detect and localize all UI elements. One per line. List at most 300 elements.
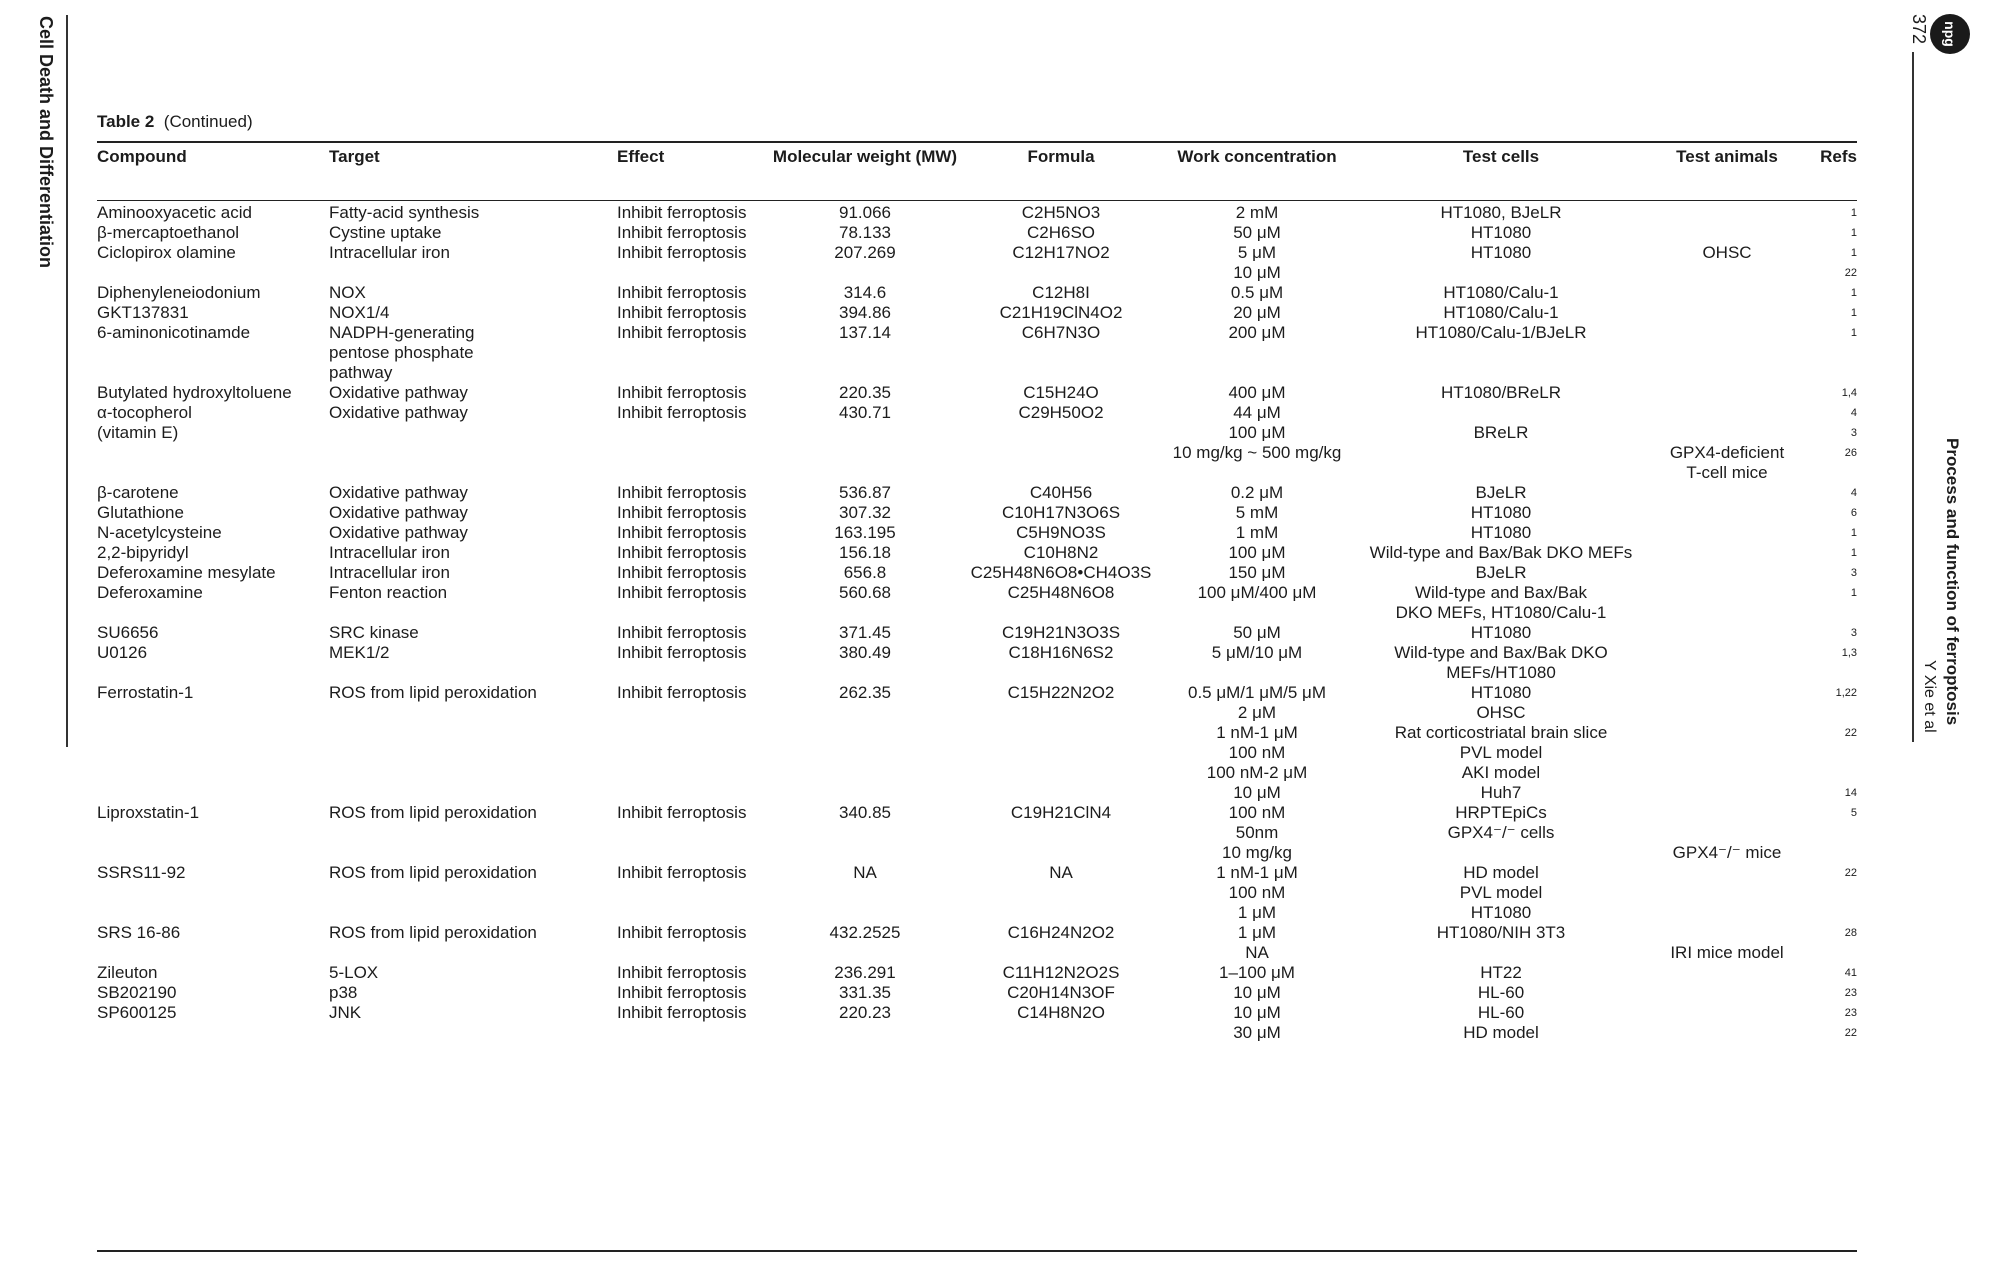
test-animals-cell-line (1647, 283, 1807, 303)
test-animals-cell (1647, 623, 1807, 643)
work-concentration-cell-line: 50 μM (1233, 623, 1281, 642)
compound-cell (97, 283, 329, 303)
test-cells-cell-line: HT1080 (1470, 683, 1532, 702)
work-concentration-cell-line: 100 μM/400 μM (1197, 583, 1317, 602)
molecular-weight-cell-line: 656.8 (843, 563, 887, 582)
formula-cell-line: C18H16N6S2 (1008, 643, 1114, 662)
target-cell (329, 643, 617, 683)
work-concentration-cell (1159, 303, 1355, 323)
target-cell-line: ROS from lipid peroxidation (329, 803, 537, 822)
refs-cell-line: 1 (1850, 327, 1857, 339)
compound-cell-line: β-carotene (97, 483, 179, 502)
target-cell (329, 983, 617, 1003)
molecular-weight-cell-line: 207.269 (834, 243, 896, 262)
molecular-weight-cell (767, 963, 963, 983)
molecular-weight-cell-line: 78.133 (839, 223, 891, 242)
work-concentration-cell (1159, 803, 1355, 863)
table-row (97, 623, 1857, 643)
work-concentration-cell-line: 100 nM (1228, 743, 1286, 762)
target-cell (329, 563, 617, 583)
refs-cell (1807, 643, 1857, 683)
table-row (97, 243, 1857, 283)
work-concentration-cell-line: 10 μM (1233, 983, 1281, 1002)
target-cell (329, 963, 617, 983)
refs-cell-line: 1 (1850, 287, 1857, 299)
compound-cell-line: Zileuton (97, 963, 158, 982)
formula-cell (963, 683, 1159, 803)
target-cell (329, 803, 617, 863)
test-animals-cell-line (1647, 203, 1807, 223)
test-cells-cell (1355, 1003, 1647, 1043)
formula-cell-line: NA (1049, 863, 1073, 882)
table-row (97, 303, 1857, 323)
refs-cell-line: 22 (1844, 867, 1857, 879)
refs-cell-line: 1 (1850, 547, 1857, 559)
compound-cell (97, 683, 329, 803)
test-cells-cell (1355, 523, 1647, 543)
compound-cell-line: SRS 16-86 (97, 923, 181, 942)
test-animals-cell-line (1647, 523, 1807, 543)
test-cells-cell-line: HT1080 (1470, 243, 1532, 262)
work-concentration-cell-line: 100 nM (1228, 803, 1286, 822)
target-cell-line: Intracellular iron (329, 563, 450, 582)
effect-cell (617, 223, 767, 243)
effect-cell (617, 323, 767, 383)
target-cell-line: SRC kinase (329, 623, 419, 642)
effect-cell-line: Inhibit ferroptosis (617, 683, 747, 702)
test-animals-cell-line (1647, 583, 1807, 603)
work-concentration-cell-line: 200 μM (1228, 323, 1286, 342)
test-animals-cell (1647, 223, 1807, 243)
target-cell (329, 623, 617, 643)
test-animals-cell-line (1647, 263, 1807, 283)
molecular-weight-cell (767, 643, 963, 683)
formula-cell (963, 203, 1159, 223)
effect-cell-line: Inhibit ferroptosis (617, 223, 747, 242)
test-cells-cell-line (1355, 463, 1647, 483)
effect-cell (617, 523, 767, 543)
test-cells-cell (1355, 483, 1647, 503)
test-animals-cell (1647, 243, 1807, 283)
target-cell-line: NADPH-generating (329, 323, 475, 342)
effect-cell-line: Inhibit ferroptosis (617, 483, 747, 502)
work-concentration-cell-line: 50nm (1235, 823, 1279, 842)
refs-cell (1807, 503, 1857, 523)
molecular-weight-cell (767, 983, 963, 1003)
target-cell (329, 863, 617, 923)
refs-cell-line (1807, 763, 1857, 783)
target-cell (329, 1003, 617, 1043)
formula-cell (963, 523, 1159, 543)
molecular-weight-cell-line: 432.2525 (829, 923, 901, 942)
formula-cell-line: C15H24O (1023, 383, 1099, 402)
target-cell (329, 223, 617, 243)
target-cell-line: Oxidative pathway (329, 523, 468, 542)
formula-cell (963, 563, 1159, 583)
test-animals-cell-line: OHSC (1702, 243, 1752, 262)
molecular-weight-cell-line: 331.35 (839, 983, 891, 1002)
header-molecular-weight: Molecular weight (MW) (772, 147, 958, 166)
work-concentration-cell-line: 1 nM-1 μM (1216, 723, 1298, 742)
table-continued: (Continued) (163, 112, 253, 131)
test-cells-cell-line: HD model (1463, 863, 1539, 882)
table-row (97, 1003, 1857, 1043)
work-concentration-cell (1159, 1003, 1355, 1043)
target-cell-line: 5-LOX (329, 963, 379, 982)
effect-cell (617, 383, 767, 403)
target-cell-line: Cystine uptake (329, 223, 442, 242)
table-row (97, 503, 1857, 523)
test-animals-cell (1647, 803, 1807, 863)
test-cells-cell-line: HL-60 (1477, 1003, 1525, 1022)
formula-cell-line: C15H22N2O2 (1007, 683, 1115, 702)
molecular-weight-cell-line: 163.195 (834, 523, 896, 542)
table-label: Table 2 (97, 112, 155, 131)
compound-cell (97, 503, 329, 523)
effect-cell-line: Inhibit ferroptosis (617, 523, 747, 542)
work-concentration-cell-line: 5 μM/10 μM (1211, 643, 1303, 662)
compound-cell-line: GKT137831 (97, 303, 189, 322)
refs-cell-line: 22 (1844, 1027, 1857, 1039)
refs-cell (1807, 283, 1857, 303)
work-concentration-cell-line: 100 μM (1228, 543, 1286, 562)
table-header-row (97, 147, 1857, 203)
work-concentration-cell-line: 0.5 μM/1 μM/5 μM (1187, 683, 1327, 702)
page-number: 372 (1909, 14, 1929, 45)
compound-cell (97, 543, 329, 563)
refs-cell (1807, 483, 1857, 503)
compound-cell-line: Ciclopirox olamine (97, 243, 236, 262)
molecular-weight-cell-line: 394.86 (839, 303, 891, 322)
target-cell (329, 483, 617, 503)
compound-cell-line: SU6656 (97, 623, 159, 642)
compound-cell (97, 963, 329, 983)
refs-cell-line: 6 (1850, 507, 1857, 519)
refs-cell (1807, 983, 1857, 1003)
test-animals-cell-line: GPX4-deficient (1669, 443, 1785, 462)
test-cells-cell-line: HT1080, BJeLR (1440, 203, 1562, 222)
test-cells-cell (1355, 583, 1647, 623)
work-concentration-cell-line: 0.5 μM (1230, 283, 1284, 302)
test-animals-cell-line (1647, 223, 1807, 243)
work-concentration-cell-line: 20 μM (1233, 303, 1281, 322)
test-cells-cell-line: HT1080 (1470, 523, 1532, 542)
test-animals-cell (1647, 683, 1807, 803)
test-animals-cell (1647, 203, 1807, 223)
refs-cell-line: 1 (1850, 307, 1857, 319)
test-cells-cell (1355, 963, 1647, 983)
formula-cell (963, 643, 1159, 683)
formula-cell (963, 403, 1159, 483)
table-body (97, 203, 1857, 1043)
work-concentration-cell (1159, 403, 1355, 483)
test-animals-cell (1647, 543, 1807, 563)
test-cells-cell (1355, 683, 1647, 803)
table-caption (97, 112, 253, 132)
molecular-weight-cell-line: 307.32 (839, 503, 891, 522)
test-animals-cell (1647, 523, 1807, 543)
work-concentration-cell (1159, 483, 1355, 503)
test-animals-cell (1647, 643, 1807, 683)
target-cell-line: Oxidative pathway (329, 383, 468, 402)
molecular-weight-cell (767, 523, 963, 543)
formula-cell-line: C11H12N2O2S (1002, 963, 1120, 982)
journal-name: Cell Death and Differentiation (36, 16, 56, 269)
formula-cell (963, 923, 1159, 963)
refs-cell-line: 41 (1844, 967, 1857, 979)
test-cells-cell (1355, 863, 1647, 923)
refs-cell (1807, 1003, 1857, 1043)
refs-cell-line: 3 (1850, 567, 1857, 579)
effect-cell (617, 203, 767, 223)
test-animals-cell (1647, 283, 1807, 303)
compound-cell (97, 483, 329, 503)
formula-cell (963, 303, 1159, 323)
effect-cell (617, 803, 767, 863)
test-cells-cell-line: BJeLR (1475, 563, 1527, 582)
molecular-weight-cell-line: 380.49 (839, 643, 891, 662)
work-concentration-cell (1159, 623, 1355, 643)
refs-cell-line: 1,22 (1835, 687, 1857, 699)
publisher-logo: npg (1930, 14, 1970, 54)
compound-cell-line: Liproxstatin-1 (97, 803, 200, 822)
molecular-weight-cell-line: 91.066 (839, 203, 891, 222)
effect-cell-line: Inhibit ferroptosis (617, 383, 747, 402)
test-cells-cell (1355, 203, 1647, 223)
refs-cell-line: 3 (1850, 427, 1857, 439)
refs-cell (1807, 683, 1857, 803)
work-concentration-cell-line: 1 nM-1 μM (1216, 863, 1298, 882)
formula-cell-line: C5H9NO3S (1016, 523, 1106, 542)
formula-cell-line: C6H7N3O (1021, 323, 1101, 342)
formula-cell-line: C10H17N3O6S (1001, 503, 1121, 522)
compound-cell (97, 643, 329, 683)
test-animals-cell-line: GPX4⁻/⁻ mice (1672, 843, 1782, 862)
ferroptosis-inhibitors-table (97, 147, 1857, 1043)
work-concentration-cell (1159, 863, 1355, 923)
formula-cell-line: C19H21N3O3S (1001, 623, 1121, 642)
test-animals-cell-line (1647, 1003, 1807, 1023)
test-animals-cell-line (1647, 683, 1807, 703)
molecular-weight-cell-line: 371.45 (839, 623, 891, 642)
test-animals-cell (1647, 383, 1807, 403)
effect-cell (617, 1003, 767, 1043)
effect-cell-line: Inhibit ferroptosis (617, 503, 747, 522)
table-row (97, 483, 1857, 503)
test-cells-cell (1355, 803, 1647, 863)
target-cell-line: pentose phosphate (329, 343, 474, 362)
refs-cell (1807, 923, 1857, 963)
work-concentration-cell (1159, 683, 1355, 803)
compound-cell (97, 803, 329, 863)
test-cells-cell-line: AKI model (1461, 763, 1541, 782)
table-row (97, 203, 1857, 223)
test-animals-cell-line (1647, 503, 1807, 523)
test-cells-cell-line: Wild-type and Bax/Bak DKO MEFs (1369, 543, 1633, 562)
table-row (97, 283, 1857, 303)
effect-cell-line: Inhibit ferroptosis (617, 243, 747, 262)
test-animals-cell (1647, 583, 1807, 623)
target-cell-line: Fenton reaction (329, 583, 448, 602)
formula-cell-line: C16H24N2O2 (1007, 923, 1115, 942)
molecular-weight-cell (767, 483, 963, 503)
refs-cell-line: 4 (1850, 487, 1857, 499)
molecular-weight-cell (767, 403, 963, 483)
test-animals-cell-line (1647, 543, 1807, 563)
test-cells-cell-line: HD model (1463, 1023, 1539, 1042)
effect-cell (617, 543, 767, 563)
refs-cell (1807, 863, 1857, 923)
work-concentration-cell-line: NA (1245, 943, 1269, 962)
refs-cell (1807, 963, 1857, 983)
work-concentration-cell (1159, 243, 1355, 283)
compound-cell-line: Butylated hydroxyltoluene (97, 383, 292, 402)
test-cells-cell-line (1355, 403, 1647, 423)
refs-cell-line (1807, 743, 1857, 763)
formula-cell-line: C14H8N2O (1017, 1003, 1105, 1022)
effect-cell-line: Inhibit ferroptosis (617, 623, 747, 642)
effect-cell (617, 983, 767, 1003)
compound-cell-line: Ferrostatin-1 (97, 683, 194, 702)
test-cells-cell-line: OHSC (1476, 703, 1526, 722)
formula-cell-line: C12H17NO2 (1012, 243, 1110, 262)
work-concentration-cell (1159, 963, 1355, 983)
refs-cell-line: 28 (1844, 927, 1857, 939)
effect-cell-line: Inhibit ferroptosis (617, 863, 747, 882)
molecular-weight-cell (767, 543, 963, 563)
compound-cell-line: Diphenyleneiodonium (97, 283, 261, 302)
test-animals-cell-line (1647, 563, 1807, 583)
molecular-weight-cell-line: 536.87 (839, 483, 891, 502)
compound-cell (97, 323, 329, 383)
refs-cell (1807, 583, 1857, 623)
target-cell (329, 303, 617, 323)
effect-cell (617, 643, 767, 683)
target-cell (329, 203, 617, 223)
test-cells-cell (1355, 643, 1647, 683)
work-concentration-cell-line: 10 mg/kg (1222, 843, 1292, 862)
header-test-animals: Test animals (1676, 147, 1778, 166)
formula-cell (963, 1003, 1159, 1043)
target-cell-line: ROS from lipid peroxidation (329, 923, 537, 942)
refs-cell-line: 1 (1850, 207, 1857, 219)
test-cells-cell-line: HT22 (1480, 963, 1522, 982)
molecular-weight-cell-line: 137.14 (839, 323, 891, 342)
table-row (97, 923, 1857, 963)
molecular-weight-cell-line: 430.71 (839, 403, 891, 422)
formula-cell-line: C2H5NO3 (1021, 203, 1101, 222)
work-concentration-cell-line: 1 μM (1237, 923, 1277, 942)
test-cells-cell-line (1355, 443, 1647, 463)
formula-cell (963, 223, 1159, 243)
test-cells-cell (1355, 503, 1647, 523)
effect-cell-line: Inhibit ferroptosis (617, 583, 747, 602)
table-top-rule (97, 141, 1857, 143)
target-cell (329, 383, 617, 403)
test-cells-cell-line (1355, 943, 1647, 963)
effect-cell (617, 563, 767, 583)
test-animals-cell-line (1647, 323, 1807, 343)
effect-cell-line: Inhibit ferroptosis (617, 403, 747, 422)
molecular-weight-cell (767, 203, 963, 223)
formula-cell (963, 803, 1159, 863)
target-cell (329, 403, 617, 483)
work-concentration-cell (1159, 223, 1355, 243)
test-cells-cell-line: HT1080/Calu-1/BJeLR (1415, 323, 1587, 342)
effect-cell (617, 683, 767, 803)
effect-cell (617, 583, 767, 623)
target-cell (329, 523, 617, 543)
test-animals-cell-line (1647, 483, 1807, 503)
molecular-weight-cell (767, 863, 963, 923)
test-animals-cell-line (1647, 823, 1807, 843)
test-animals-cell-line (1647, 983, 1807, 1003)
test-cells-cell (1355, 223, 1647, 243)
refs-cell (1807, 223, 1857, 243)
target-cell-line: NOX1/4 (329, 303, 390, 322)
compound-cell-line: Deferoxamine (97, 583, 203, 602)
molecular-weight-cell (767, 623, 963, 643)
effect-cell (617, 283, 767, 303)
test-cells-cell (1355, 243, 1647, 283)
test-cells-cell-line: HL-60 (1477, 983, 1525, 1002)
test-animals-cell-line (1647, 803, 1807, 823)
table-row (97, 643, 1857, 683)
test-cells-cell-line (1355, 263, 1647, 283)
work-concentration-cell-line: 400 μM (1228, 383, 1286, 402)
compound-cell-line: 2,2-bipyridyl (97, 543, 189, 562)
table-row (97, 383, 1857, 403)
compound-cell-line: SP600125 (97, 1003, 177, 1022)
compound-cell (97, 863, 329, 923)
test-cells-cell-line: HT1080/NIH 3T3 (1436, 923, 1566, 942)
test-cells-cell (1355, 383, 1647, 403)
effect-cell (617, 863, 767, 923)
test-animals-cell (1647, 323, 1807, 383)
molecular-weight-cell (767, 383, 963, 403)
work-concentration-cell-line: 5 μM (1237, 243, 1277, 262)
table-row (97, 963, 1857, 983)
table-bottom-rule (97, 1250, 1857, 1252)
formula-cell (963, 963, 1159, 983)
molecular-weight-cell-line: 262.35 (839, 683, 891, 702)
target-cell (329, 283, 617, 303)
target-cell-line: Oxidative pathway (329, 483, 468, 502)
header-target: Target (329, 147, 380, 166)
molecular-weight-cell-line: 314.6 (843, 283, 887, 302)
target-cell-line: Intracellular iron (329, 543, 450, 562)
test-cells-cell-line: BJeLR (1475, 483, 1527, 502)
refs-cell (1807, 243, 1857, 283)
test-cells-cell-line: Wild-type and Bax/Bak DKO (1394, 643, 1608, 662)
target-cell (329, 503, 617, 523)
test-cells-cell-line: BReLR (1473, 423, 1529, 442)
work-concentration-cell (1159, 523, 1355, 543)
molecular-weight-cell (767, 803, 963, 863)
table-row (97, 863, 1857, 923)
target-cell (329, 923, 617, 963)
test-animals-cell-line (1647, 403, 1807, 423)
molecular-weight-cell (767, 683, 963, 803)
refs-cell-line: 22 (1844, 267, 1857, 279)
formula-cell-line: C12H8I (1032, 283, 1090, 302)
refs-cell-line: 23 (1844, 1007, 1857, 1019)
test-animals-cell (1647, 863, 1807, 923)
refs-cell-line: 1 (1850, 247, 1857, 259)
effect-cell-line: Inhibit ferroptosis (617, 963, 747, 982)
test-cells-cell (1355, 403, 1647, 483)
work-concentration-cell-line: 10 μM (1233, 263, 1281, 282)
